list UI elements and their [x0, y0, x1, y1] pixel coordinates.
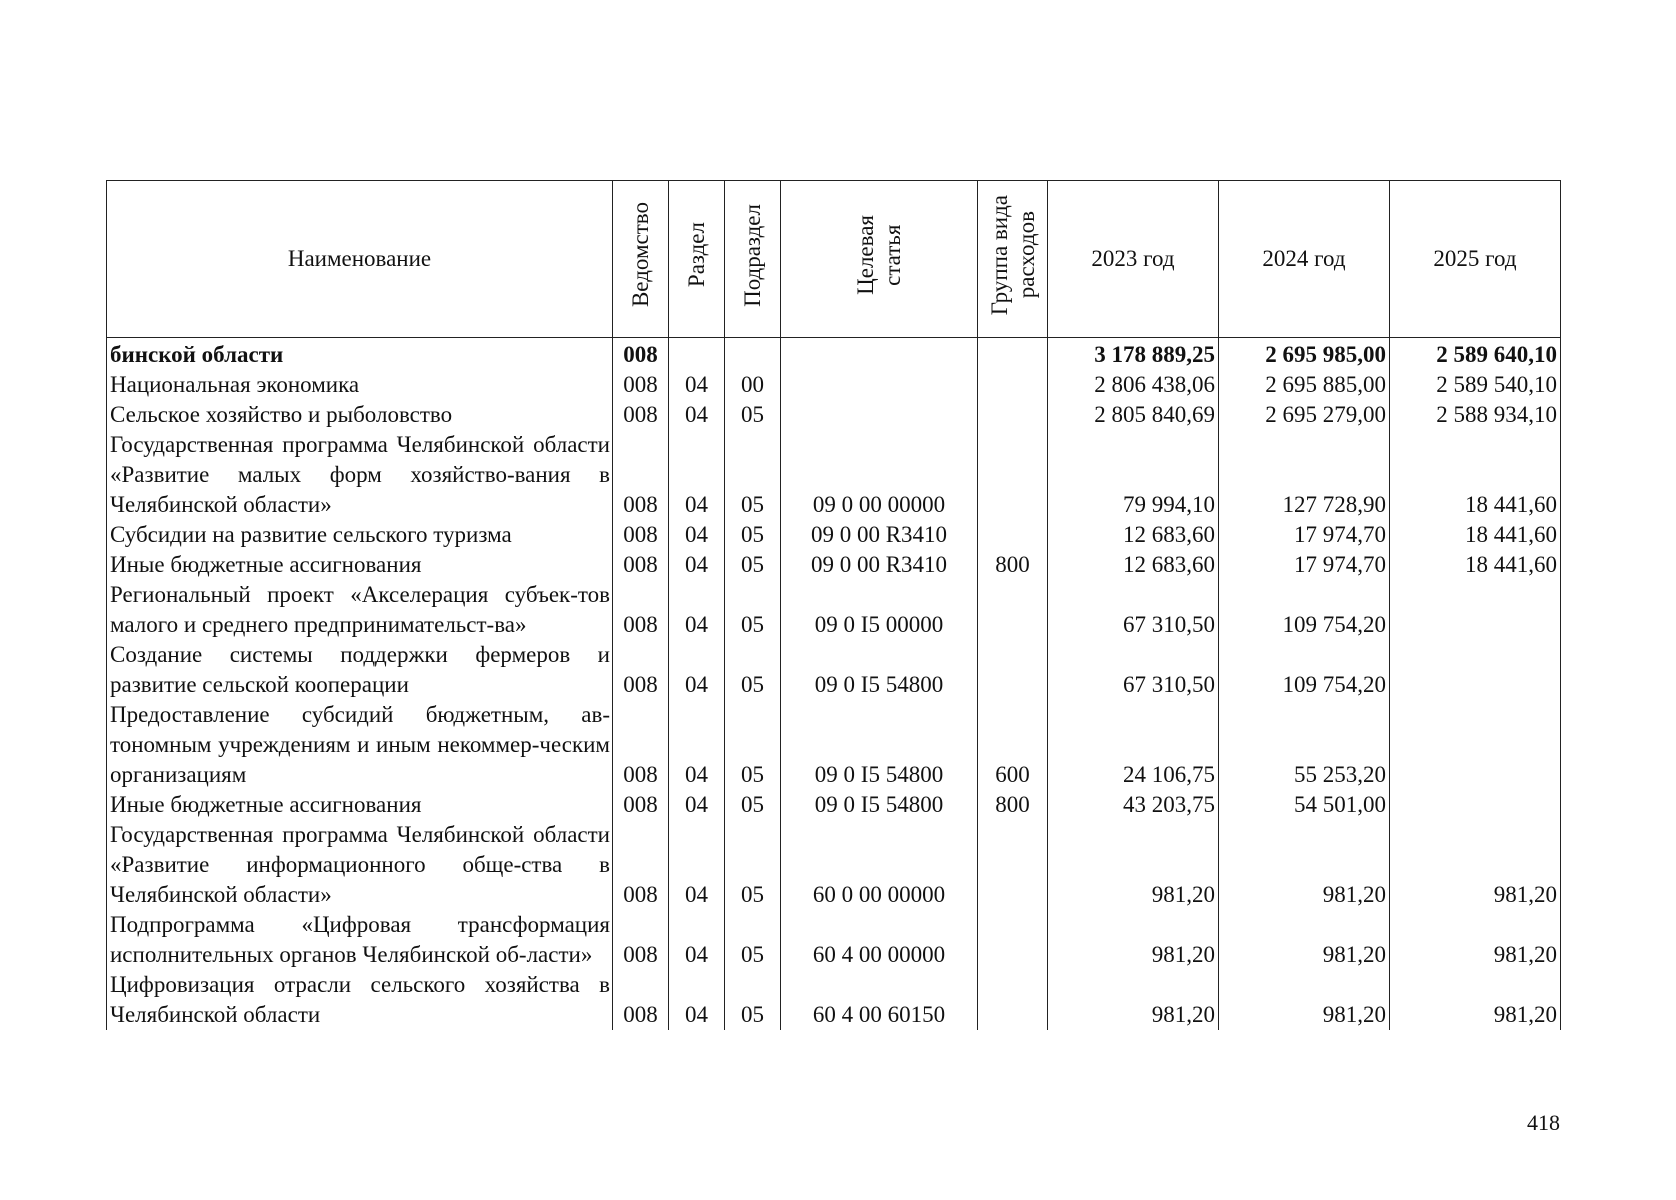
cell-2024: 55 253,20: [1219, 700, 1390, 790]
cell-name: Иные бюджетные ассигнования: [107, 550, 613, 580]
cell-dept: 008: [613, 700, 669, 790]
cell-podrazdel: 05: [725, 970, 781, 1030]
cell-razdel: 04: [669, 520, 725, 550]
cell-expense-group: [978, 520, 1048, 550]
cell-expense-group: 800: [978, 790, 1048, 820]
budget-table: [106, 180, 1561, 1030]
cell-podrazdel: 05: [725, 520, 781, 550]
cell-razdel: 04: [669, 970, 725, 1030]
cell-podrazdel: 05: [725, 910, 781, 970]
cell-target-article: 09 0 00 R3410: [781, 550, 978, 580]
cell-target-article: [781, 400, 978, 430]
cell-2023: 2 805 840,69: [1048, 400, 1219, 430]
cell-name: Предоставление субсидий бюджетным, ав-тономным учреждениям и иным некоммер-ческим организациям: [107, 700, 613, 790]
cell-razdel: 04: [669, 820, 725, 910]
cell-razdel: 04: [669, 550, 725, 580]
cell-2023: 12 683,60: [1048, 550, 1219, 580]
cell-dept: 008: [613, 910, 669, 970]
table-row: [107, 338, 1561, 371]
header-cs-label: Целевая статья: [853, 215, 905, 295]
cell-podrazdel: 05: [725, 820, 781, 910]
header-2023: 2023 год: [1048, 181, 1219, 338]
cell-2024: 2 695 279,00: [1219, 400, 1390, 430]
header-name: Наименование: [107, 181, 613, 338]
table-row: [107, 550, 1561, 580]
cell-dept: 008: [613, 580, 669, 640]
cell-expense-group: [978, 970, 1048, 1030]
cell-dept: 008: [613, 550, 669, 580]
cell-2024: 2 695 885,00: [1219, 370, 1390, 400]
header-razdel: [669, 181, 725, 338]
cell-target-article: 09 0 I5 54800: [781, 640, 978, 700]
cell-2024: 109 754,20: [1219, 640, 1390, 700]
cell-2025: [1390, 580, 1561, 640]
cell-expense-group: [978, 400, 1048, 430]
cell-2025: 2 588 934,10: [1390, 400, 1561, 430]
table-row: [107, 370, 1561, 400]
cell-target-article: 09 0 00 R3410: [781, 520, 978, 550]
cell-2025: 18 441,60: [1390, 520, 1561, 550]
cell-dept: 008: [613, 520, 669, 550]
cell-name: Иные бюджетные ассигнования: [107, 790, 613, 820]
cell-2023: 2 806 438,06: [1048, 370, 1219, 400]
cell-podrazdel: 05: [725, 640, 781, 700]
cell-podrazdel: 05: [725, 550, 781, 580]
cell-target-article: 09 0 00 00000: [781, 430, 978, 520]
cell-dept: 008: [613, 820, 669, 910]
cell-dept: 008: [613, 338, 669, 371]
header-dept-label: Ведомство: [628, 202, 653, 308]
cell-razdel: 04: [669, 400, 725, 430]
cell-2024: 981,20: [1219, 970, 1390, 1030]
cell-podrazdel: [725, 338, 781, 371]
header-2024: 2024 год: [1219, 181, 1390, 338]
cell-dept: 008: [613, 790, 669, 820]
table-row: [107, 820, 1561, 910]
cell-expense-group: [978, 820, 1048, 910]
cell-2024: 17 974,70: [1219, 520, 1390, 550]
cell-dept: 008: [613, 370, 669, 400]
cell-podrazdel: 00: [725, 370, 781, 400]
cell-name: Региональный проект «Акселерация субъек-тов малого и среднего предпринимательст-ва»: [107, 580, 613, 640]
cell-target-article: [781, 370, 978, 400]
cell-2025: 18 441,60: [1390, 430, 1561, 520]
cell-target-article: [781, 338, 978, 371]
header-podrazdel: [725, 181, 781, 338]
cell-dept: 008: [613, 970, 669, 1030]
cell-target-article: 09 0 I5 54800: [781, 700, 978, 790]
cell-2025: 18 441,60: [1390, 550, 1561, 580]
cell-2023: 79 994,10: [1048, 430, 1219, 520]
cell-2023: 981,20: [1048, 820, 1219, 910]
cell-expense-group: [978, 640, 1048, 700]
cell-expense-group: [978, 910, 1048, 970]
table-header: [107, 181, 1561, 338]
table-row: [107, 430, 1561, 520]
cell-name: Подпрограмма «Цифровая трансформация исполнительных органов Челябинской об-ласти»: [107, 910, 613, 970]
cell-2025: 981,20: [1390, 970, 1561, 1030]
cell-razdel: 04: [669, 700, 725, 790]
cell-expense-group: 600: [978, 700, 1048, 790]
table-row: [107, 910, 1561, 970]
cell-target-article: 60 0 00 00000: [781, 820, 978, 910]
table-row: [107, 640, 1561, 700]
table-row: [107, 520, 1561, 550]
cell-2024: 981,20: [1219, 820, 1390, 910]
cell-expense-group: 800: [978, 550, 1048, 580]
cell-2024: 2 695 985,00: [1219, 338, 1390, 371]
cell-name: Цифровизация отрасли сельского хозяйства в Челябинской области: [107, 970, 613, 1030]
cell-expense-group: [978, 370, 1048, 400]
cell-name: Сельское хозяйство и рыболовство: [107, 400, 613, 430]
table-row: [107, 790, 1561, 820]
header-podrazdel-label: Подраздел: [740, 203, 765, 307]
cell-dept: 008: [613, 400, 669, 430]
header-2025: 2025 год: [1390, 181, 1561, 338]
cell-target-article: 09 0 I5 54800: [781, 790, 978, 820]
cell-2024: 54 501,00: [1219, 790, 1390, 820]
cell-2024: 109 754,20: [1219, 580, 1390, 640]
cell-razdel: 04: [669, 910, 725, 970]
cell-2025: 981,20: [1390, 820, 1561, 910]
header-dept: [613, 181, 669, 338]
cell-expense-group: [978, 580, 1048, 640]
cell-expense-group: [978, 338, 1048, 371]
page-number: 418: [1527, 1110, 1560, 1135]
cell-2025: [1390, 700, 1561, 790]
cell-razdel: 04: [669, 430, 725, 520]
header-razdel-label: Раздел: [684, 222, 709, 288]
table-row: [107, 580, 1561, 640]
cell-2025: 2 589 540,10: [1390, 370, 1561, 400]
cell-podrazdel: 05: [725, 400, 781, 430]
cell-2023: 67 310,50: [1048, 640, 1219, 700]
cell-razdel: 04: [669, 640, 725, 700]
cell-podrazdel: 05: [725, 700, 781, 790]
cell-name: бинской области: [107, 338, 613, 371]
cell-2023: 981,20: [1048, 970, 1219, 1030]
cell-2023: 981,20: [1048, 910, 1219, 970]
cell-target-article: 60 4 00 60150: [781, 970, 978, 1030]
cell-2023: 67 310,50: [1048, 580, 1219, 640]
cell-2025: [1390, 790, 1561, 820]
cell-2023: 24 106,75: [1048, 700, 1219, 790]
cell-dept: 008: [613, 640, 669, 700]
cell-podrazdel: 05: [725, 790, 781, 820]
header-cs: [781, 181, 978, 338]
header-grp-label: Группа вида расходов: [986, 194, 1039, 316]
table-row: [107, 400, 1561, 430]
cell-razdel: 04: [669, 370, 725, 400]
cell-2024: 17 974,70: [1219, 550, 1390, 580]
cell-podrazdel: 05: [725, 580, 781, 640]
cell-target-article: 09 0 I5 00000: [781, 580, 978, 640]
cell-razdel: [669, 338, 725, 371]
cell-2023: 43 203,75: [1048, 790, 1219, 820]
cell-expense-group: [978, 430, 1048, 520]
cell-name: Государственная программа Челябинской области «Развитие малых форм хозяйство-вания в Челябинской области»: [107, 430, 613, 520]
table-body: [107, 338, 1561, 1031]
table-row: [107, 700, 1561, 790]
cell-razdel: 04: [669, 580, 725, 640]
cell-name: Создание системы поддержки фермеров и развитие сельской кооперации: [107, 640, 613, 700]
cell-podrazdel: 05: [725, 430, 781, 520]
cell-2023: 3 178 889,25: [1048, 338, 1219, 371]
header-grp: [978, 181, 1048, 338]
cell-name: Субсидии на развитие сельского туризма: [107, 520, 613, 550]
cell-2025: 981,20: [1390, 910, 1561, 970]
cell-2023: 12 683,60: [1048, 520, 1219, 550]
cell-2024: 981,20: [1219, 910, 1390, 970]
cell-2025: 2 589 640,10: [1390, 338, 1561, 371]
cell-razdel: 04: [669, 790, 725, 820]
cell-target-article: 60 4 00 00000: [781, 910, 978, 970]
cell-2024: 127 728,90: [1219, 430, 1390, 520]
cell-name: Государственная программа Челябинской области «Развитие информационного обще-ства в Челябинской области»: [107, 820, 613, 910]
cell-name: Национальная экономика: [107, 370, 613, 400]
table-row: [107, 970, 1561, 1030]
cell-dept: 008: [613, 430, 669, 520]
cell-2025: [1390, 640, 1561, 700]
